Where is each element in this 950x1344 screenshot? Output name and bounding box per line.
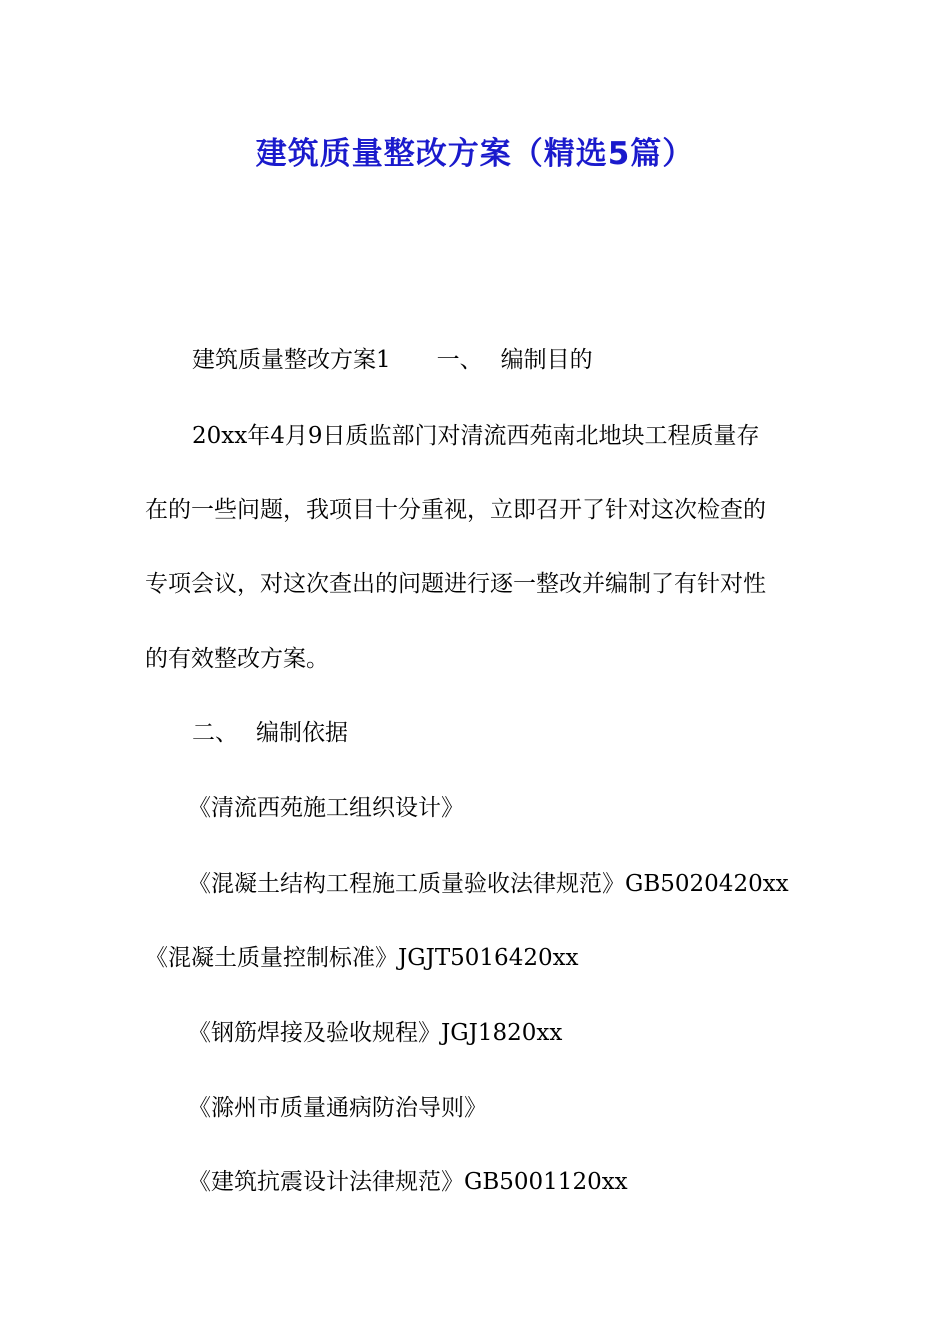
paragraph1-line4: 的有效整改方案。: [145, 646, 329, 672]
reference-item: 《钢筋焊接及验收规程》JGJ1820xx: [188, 1020, 563, 1046]
paragraph1-line1: 20xx年4月9日质监部门对清流西苑南北地块工程质量存: [192, 423, 760, 449]
reference-item: 《清流西苑施工组织设计》: [188, 795, 464, 821]
reference-item: 《混凝土质量控制标准》JGJT5016420xx: [145, 945, 579, 971]
reference-item: 《滁州市质量通病防治导则》: [188, 1095, 487, 1121]
section2-heading-number: 二、: [192, 720, 238, 746]
section1-heading-number: 一、: [436, 347, 483, 373]
paragraph1-line3: 专项会议，对这次查出的问题进行逐一整改并编制了有针对性: [145, 571, 766, 597]
section2-heading: [192, 718, 348, 748]
section1-heading-text: 编制目的: [500, 347, 593, 373]
reference-item: 《建筑抗震设计法律规范》GB5001120xx: [188, 1169, 628, 1195]
section1-heading-prefix: 建筑质量整改方案1: [192, 347, 391, 373]
reference-item: 《混凝土结构工程施工质量验收法律规范》GB5020420xx: [188, 871, 789, 897]
section2-heading-text: 编制依据: [256, 720, 348, 746]
section1-heading: [192, 345, 593, 375]
document-title: 建筑质量整改方案（精选5篇）: [255, 136, 695, 172]
paragraph1-line2: 在的一些问题，我项目十分重视，立即召开了针对这次检查的: [145, 497, 766, 523]
